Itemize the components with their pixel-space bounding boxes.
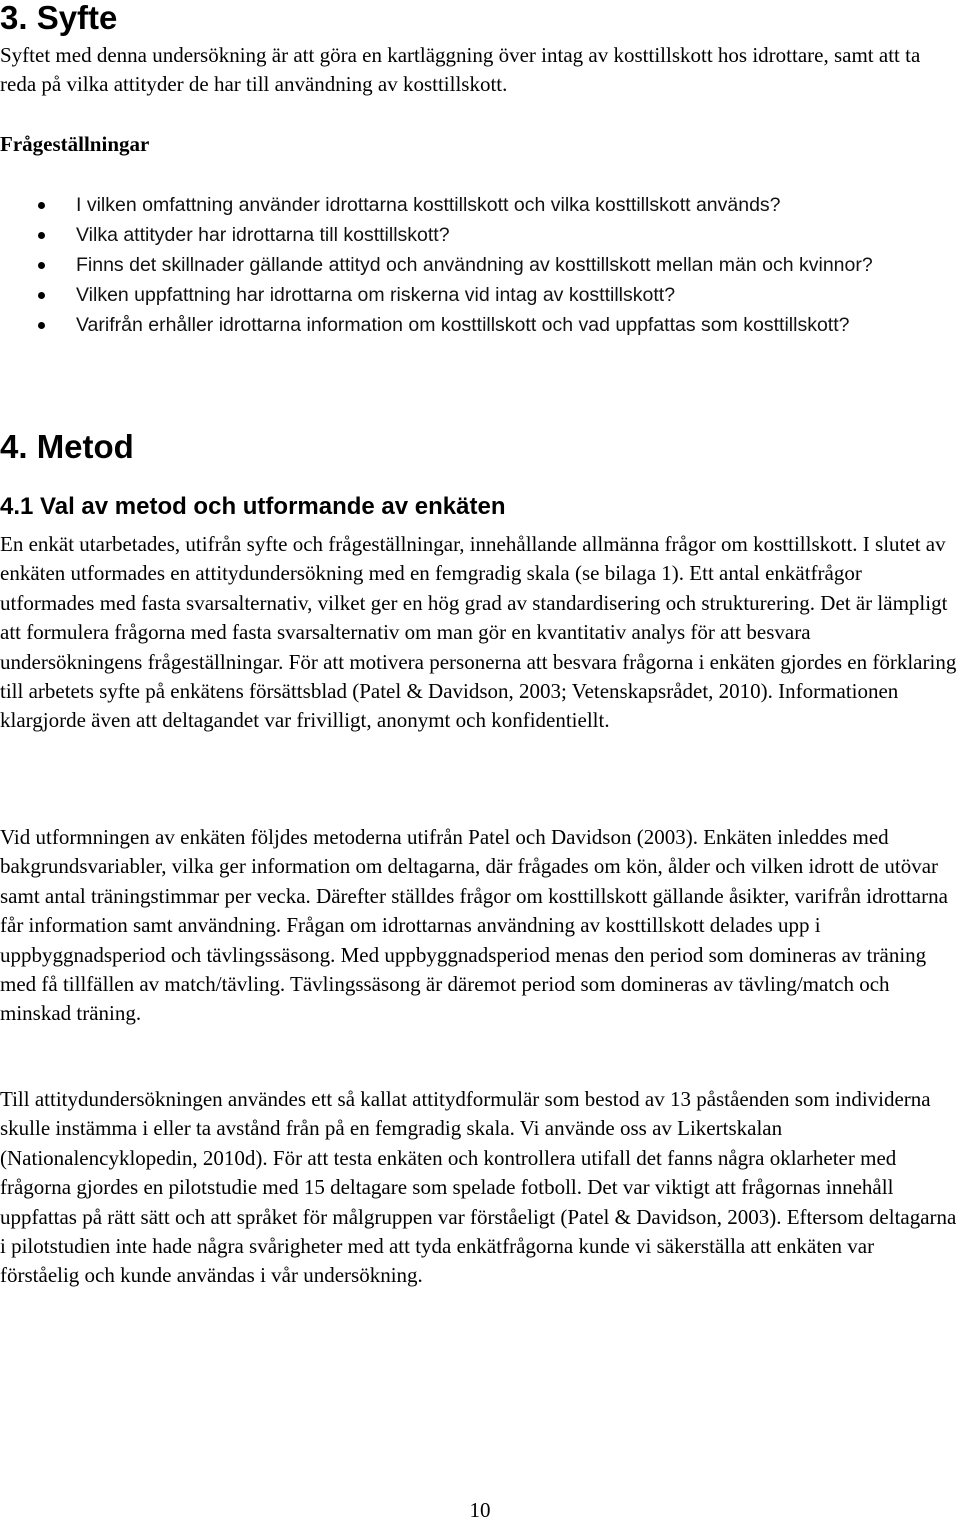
question-text: Varifrån erhåller idrottarna information om kosttillskott och vad uppfattas som kosttillskott? [76, 314, 850, 336]
method-paragraph-3: Till attitydundersökningen användes ett så kallat attitydformulär som bestod av 13 påståenden som individerna skulle instämma i eller ta avstånd från på en femgradig skala. Vi använde oss av Likertskalan (Nationalencyklopedin, 2010d). För att testa enkäten och kontrollera utifall det fanns några oklarheter med frågorna gjordes en pilotstudie med 15 deltagare som spelade fotboll. Det var viktigt att frågornas innehåll uppfattas på rätt sätt och att språket för målgruppen var förståeligt (Patel & Davidson, 2003). Eftersom deltagarna i pilotstudien inte hade några svårigheter med att tyda enkätfrågorna kunde vi säkerställa att enkäten var förståelig och kunde användas i vår undersökning. [0, 1087, 957, 1288]
syfte-heading: 3. Syfte [0, 0, 118, 36]
question-list [0, 190, 958, 340]
page-number: 10 [469, 1498, 491, 1522]
metod-heading: 4. Metod [0, 428, 134, 465]
syfte-paragraph: Syftet med denna undersökning är att göra en kartläggning över intag av kosttillskott hos idrottare, samt att ta reda på vilka attityder de har till användning av kosttillskott. [0, 43, 921, 97]
question-text: Finns det skillnader gällande attityd och användning av kosttillskott mellan män och kvinnor? [76, 254, 873, 276]
bullet-icon [38, 232, 45, 239]
val-av-metod-heading: 4.1 Val av metod och utformande av enkäten [0, 493, 506, 520]
question-item [0, 280, 958, 310]
question-item [0, 190, 958, 220]
bullet-icon [38, 322, 45, 329]
bullet-icon [38, 262, 45, 269]
method-paragraph-2: Vid utformningen av enkäten följdes metoderna utifrån Patel och Davidson (2003). Enkäten inleddes med bakgrundsvariabler, vilka ger information om deltagarna, där frågades om kön, ålder och vilken idrott de utövar samt antal träningstimmar per vecka. Därefter ställdes frågor om kosttillskott gällande åsikter, varifrån idrottarna får information samt användning. Frågan om idrottarnas användning av kosttillskott delades upp i uppbyggnadsperiod och tävlingssäsong. Med uppbyggnadsperiod menas den period som domineras av träning med få tillfällen av match/tävling. Tävlingssäsong är däremot period som domineras av tävling/match och minskad träning. [0, 825, 948, 1026]
question-text: I vilken omfattning använder idrottarna kosttillskott och vilka kosttillskott används? [76, 194, 781, 216]
bullet-icon [38, 292, 45, 299]
question-text: Vilken uppfattning har idrottarna om riskerna vid intag av kosttillskott? [76, 284, 676, 306]
fragestallningar-heading: Frågeställningar [0, 132, 150, 156]
question-item [0, 220, 958, 250]
bullet-icon [38, 202, 45, 209]
question-item [0, 250, 958, 280]
method-paragraph-1: En enkät utarbetades, utifrån syfte och frågeställningar, innehållande allmänna frågor om kosttillskott. I slutet av enkäten utformades en attitydundersökning med en femgradig skala (se bilaga 1). Ett antal enkätfrågor utformades med fasta svarsalternativ, vilket ger en hög grad av standardisering och strukturering. Det är lämpligt att formulera frågorna med fasta svarsalternativ om man gör en kvantitativ analys för att besvara undersökningens frågeställningar. För att motivera personerna att besvara frågorna i enkäten gjordes en förklaring till arbetets syfte på enkätens försättsblad (Patel & Davidson, 2003; Vetenskapsrådet, 2010). Informationen klargjorde även att deltagandet var frivilligt, anonymt och konfidentiellt. [0, 532, 957, 733]
question-item [0, 310, 958, 340]
question-text: Vilka attityder har idrottarna till kosttillskott? [76, 224, 450, 246]
